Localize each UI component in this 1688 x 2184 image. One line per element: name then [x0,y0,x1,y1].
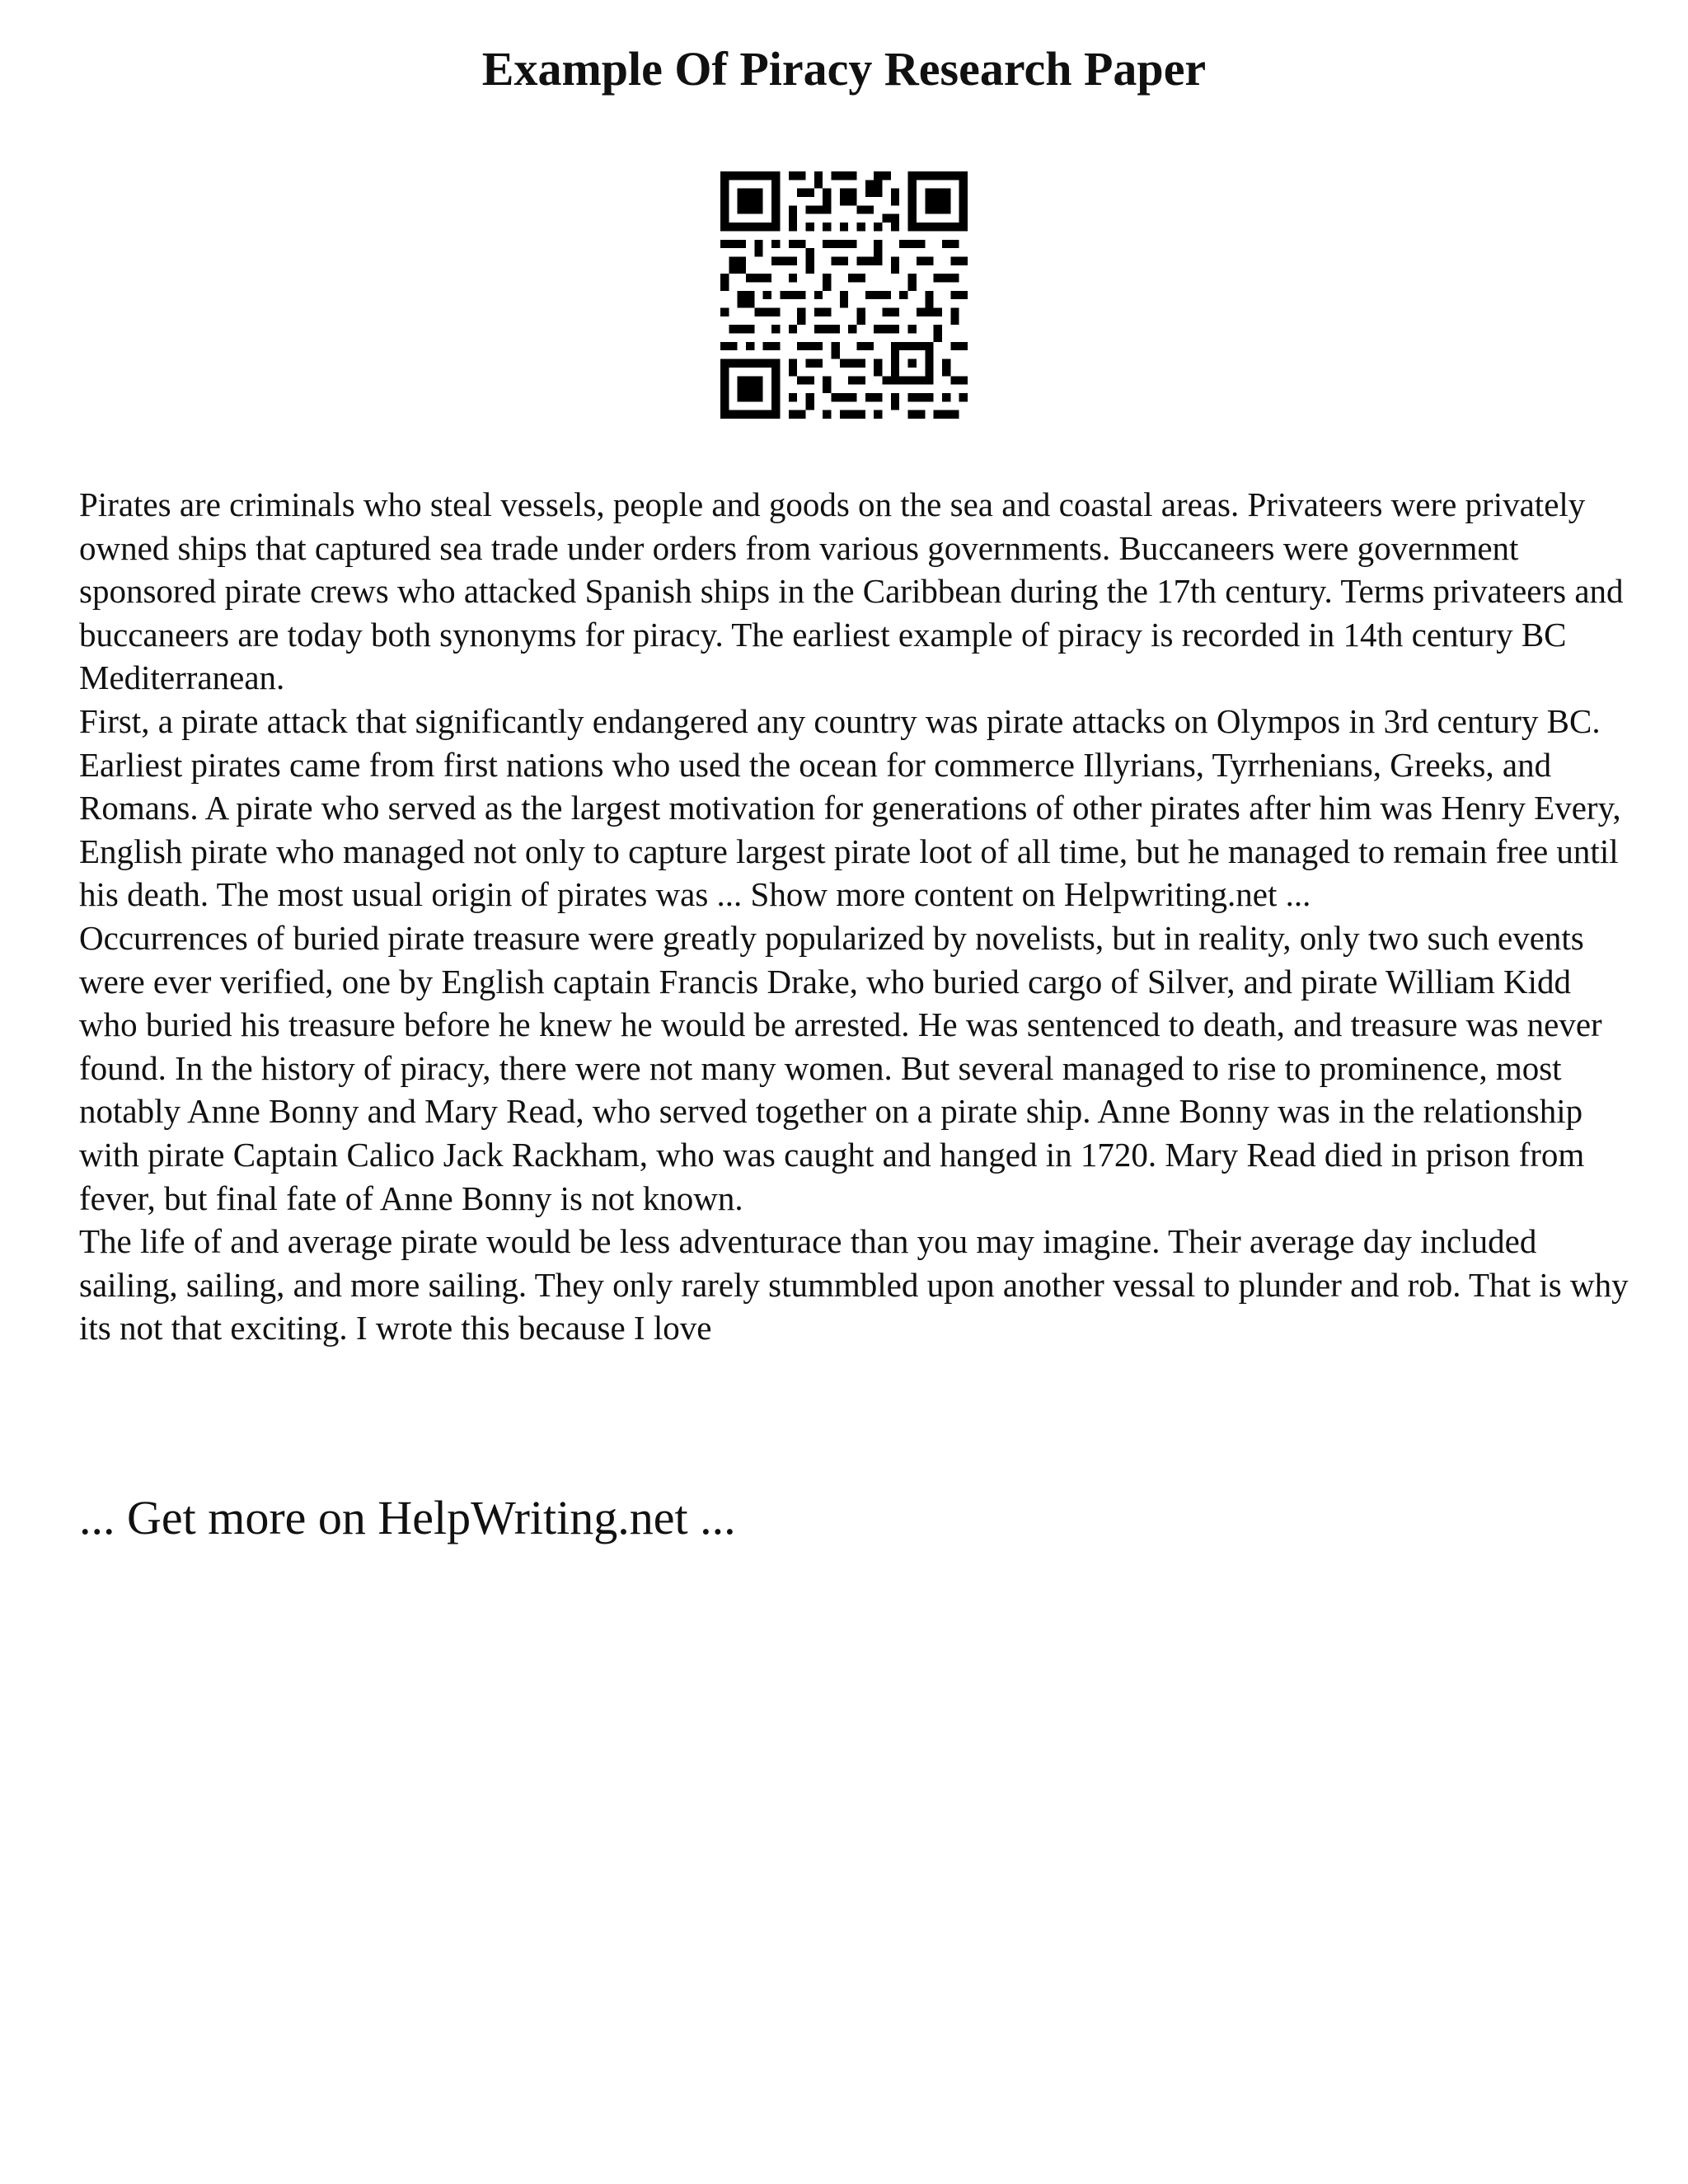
paragraph-buried-treasure: Occurrences of buried pirate treasure were greatly popularized by novelists, but in reality, only two such events were ever verified, one by English captain Francis Drake, who buried cargo of Silver, and pirate William Kidd who buried his treasure before he knew he would be arrested. He was sentenced to death, and treasure was never found. In the history of piracy, there were not many women. But several managed to rise to prominence, most notably Anne Bonny and Mary Read, who served together on a pirate ship. Anne Bonny was in the relationship with pirate Captain Calico Jack Rackham, who was caught and hanged in 1720. Mary Read died in prison from fever, but final fate of Anne Bonny is not known. [79,918,1602,1217]
document-body [79,483,1629,1350]
paragraph-pirate-life: The life of and average pirate would be less adventurace than you may imagine. Their average day included sailing, sailing, and more sailing. They only rarely stummbled upon another vessal to plunder and rob. That is why its not that exciting. I wrote this because I love [79,1222,1629,1347]
qr-code-graphic [720,171,968,419]
document-title: Example Of Piracy Research Paper [481,42,1207,96]
paragraph-piracy-definitions: Pirates are criminals who steal vessels, people and goods on the sea and coastal areas. Privateers were privately owned ships that captured sea trade under orders from various governments. Buccaneers were government sponsored pirate crews who attacked Spanish ships in the Caribbean during the 17th century. Terms privateers and buccaneers are today both synonyms for piracy. The earliest example of piracy is recorded in 14th century BC Mediterranean. [79,485,1624,697]
get-more-link[interactable]: ... Get more on HelpWriting.net ... [79,1491,736,1544]
qr-code-icon [720,171,968,419]
paragraph-early-pirates: First, a pirate attack that significantly endangered any country was pirate attacks on Olympos in 3rd century BC. Earliest pirates came from first nations who used the ocean for commerce Illyrians, Tyrrhenians, Greeks, and Romans. A pirate who served as the largest motivation for generations of other pirates after him was Henry Every, English pirate who managed not only to capture largest pirate loot of all time, but he managed to remain free until his death. The most usual origin of pirates was ... Show more content on Helpwriting.net ... [79,701,1621,914]
